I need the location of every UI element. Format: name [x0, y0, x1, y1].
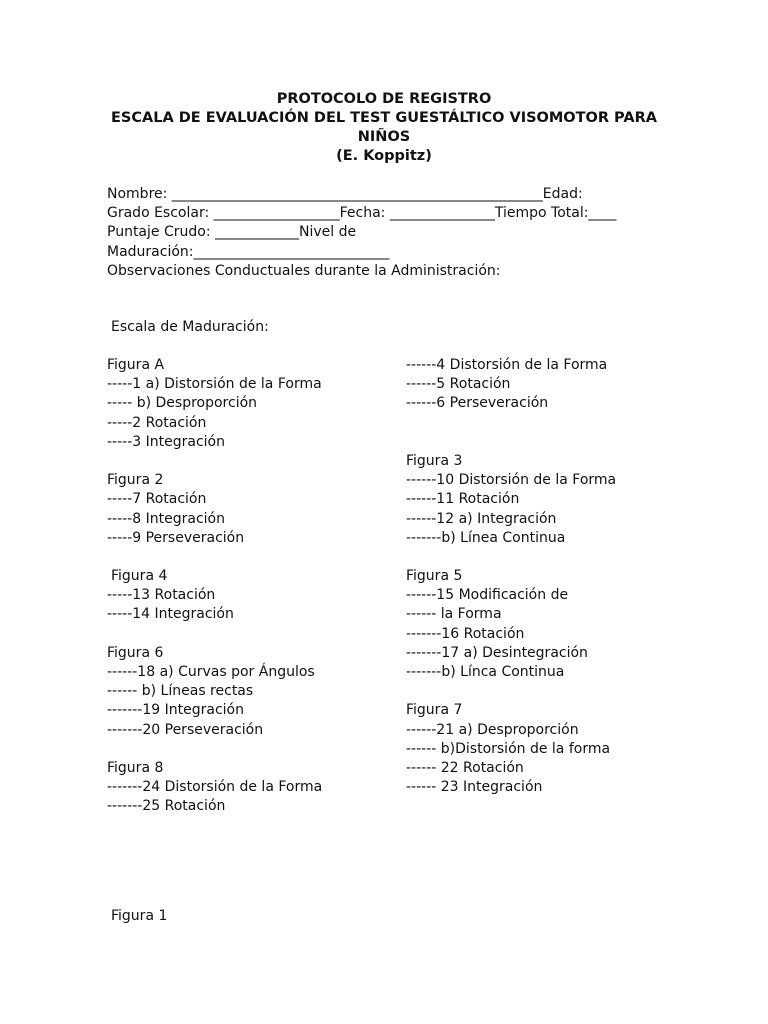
footer-figure-label: Figura 1: [111, 908, 168, 924]
list-item: -------b) Línea Continua: [406, 529, 566, 546]
right-column: [406, 356, 706, 797]
observations-field: Observaciones Conductuales durante la Administración:: [107, 262, 501, 279]
list-item: -----1 a) Distorsión de la Forma: [107, 376, 322, 393]
list-item: -----8 Integración: [107, 510, 225, 527]
list-item: ------12 a) Integración: [406, 510, 557, 527]
figure-3-title: Figura 3: [406, 452, 463, 469]
header-fields: [107, 185, 667, 281]
list-item: ------10 Distorsión de la Forma: [406, 472, 617, 489]
list-item: -------16 Rotación: [406, 625, 525, 642]
list-item: -----13 Rotación: [107, 587, 216, 604]
figure-6-title: Figura 6: [107, 644, 164, 661]
list-item: -------20 Perseveración: [107, 721, 264, 738]
list-item: ----- b) Desproporción: [107, 395, 258, 412]
list-item: ------ b)Distorsión de la forma: [406, 740, 611, 757]
list-item: ------15 Modificación de: [406, 587, 569, 604]
list-item: -------17 a) Desintegración: [406, 644, 588, 661]
maturation-field: Maduración:____________________________: [107, 243, 390, 260]
title-line-2: ESCALA DE EVALUACIÓN DEL TEST GUESTÁLTICO VISOMOTOR PARA: [111, 110, 657, 126]
figure-5-title: Figura 5: [406, 568, 463, 585]
title-line-1: PROTOCOLO DE REGISTRO: [276, 91, 492, 107]
list-item: ------ 23 Integración: [406, 779, 543, 796]
list-item: ------18 a) Curvas por Ángulos: [107, 664, 315, 680]
title-line-4: (E. Koppitz): [336, 148, 432, 164]
figure-2-title: Figura 2: [107, 472, 164, 489]
list-item: -------24 Distorsión de la Forma: [107, 779, 323, 796]
list-item: ------ la Forma: [406, 606, 502, 623]
list-item: -------b) Línca Continua: [406, 664, 565, 680]
document-title: [100, 90, 668, 166]
scale-title: Escala de Maduración:: [111, 319, 269, 335]
figure-4-title: Figura 4: [111, 568, 168, 585]
list-item: ------21 a) Desproporción: [406, 721, 579, 738]
list-item: -----9 Perseveración: [107, 529, 245, 546]
list-item: -----2 Rotación: [107, 414, 207, 431]
name-age-field: Nombre: _____________________________________________________Edad:: [107, 186, 583, 202]
list-item: ------6 Perseveración: [406, 395, 549, 412]
list-item: ------11 Rotación: [406, 491, 520, 508]
list-item: -------19 Integración: [107, 702, 244, 719]
list-item: ------4 Distorsión de la Forma: [406, 357, 608, 373]
title-line-3: NIÑOS: [357, 129, 411, 145]
list-item: -----3 Integración: [107, 433, 225, 450]
list-item: -----14 Integración: [107, 606, 234, 623]
grade-date-time-field: Grado Escolar: __________________Fecha: _______________Tiempo Total:____: [107, 205, 617, 222]
raw-score-field: Puntaje Crudo: ____________Nivel de: [107, 224, 357, 241]
list-item: ------ 22 Rotación: [406, 759, 524, 776]
list-item: ------ b) Líneas rectas: [107, 683, 254, 700]
left-column: [107, 356, 397, 817]
list-item: -------25 Rotación: [107, 798, 226, 815]
list-item: -----7 Rotación: [107, 491, 207, 508]
figure-a-title: Figura A: [107, 357, 165, 373]
list-item: ------5 Rotación: [406, 376, 511, 393]
figure-7-title: Figura 7: [406, 702, 463, 719]
figure-8-title: Figura 8: [107, 759, 164, 776]
